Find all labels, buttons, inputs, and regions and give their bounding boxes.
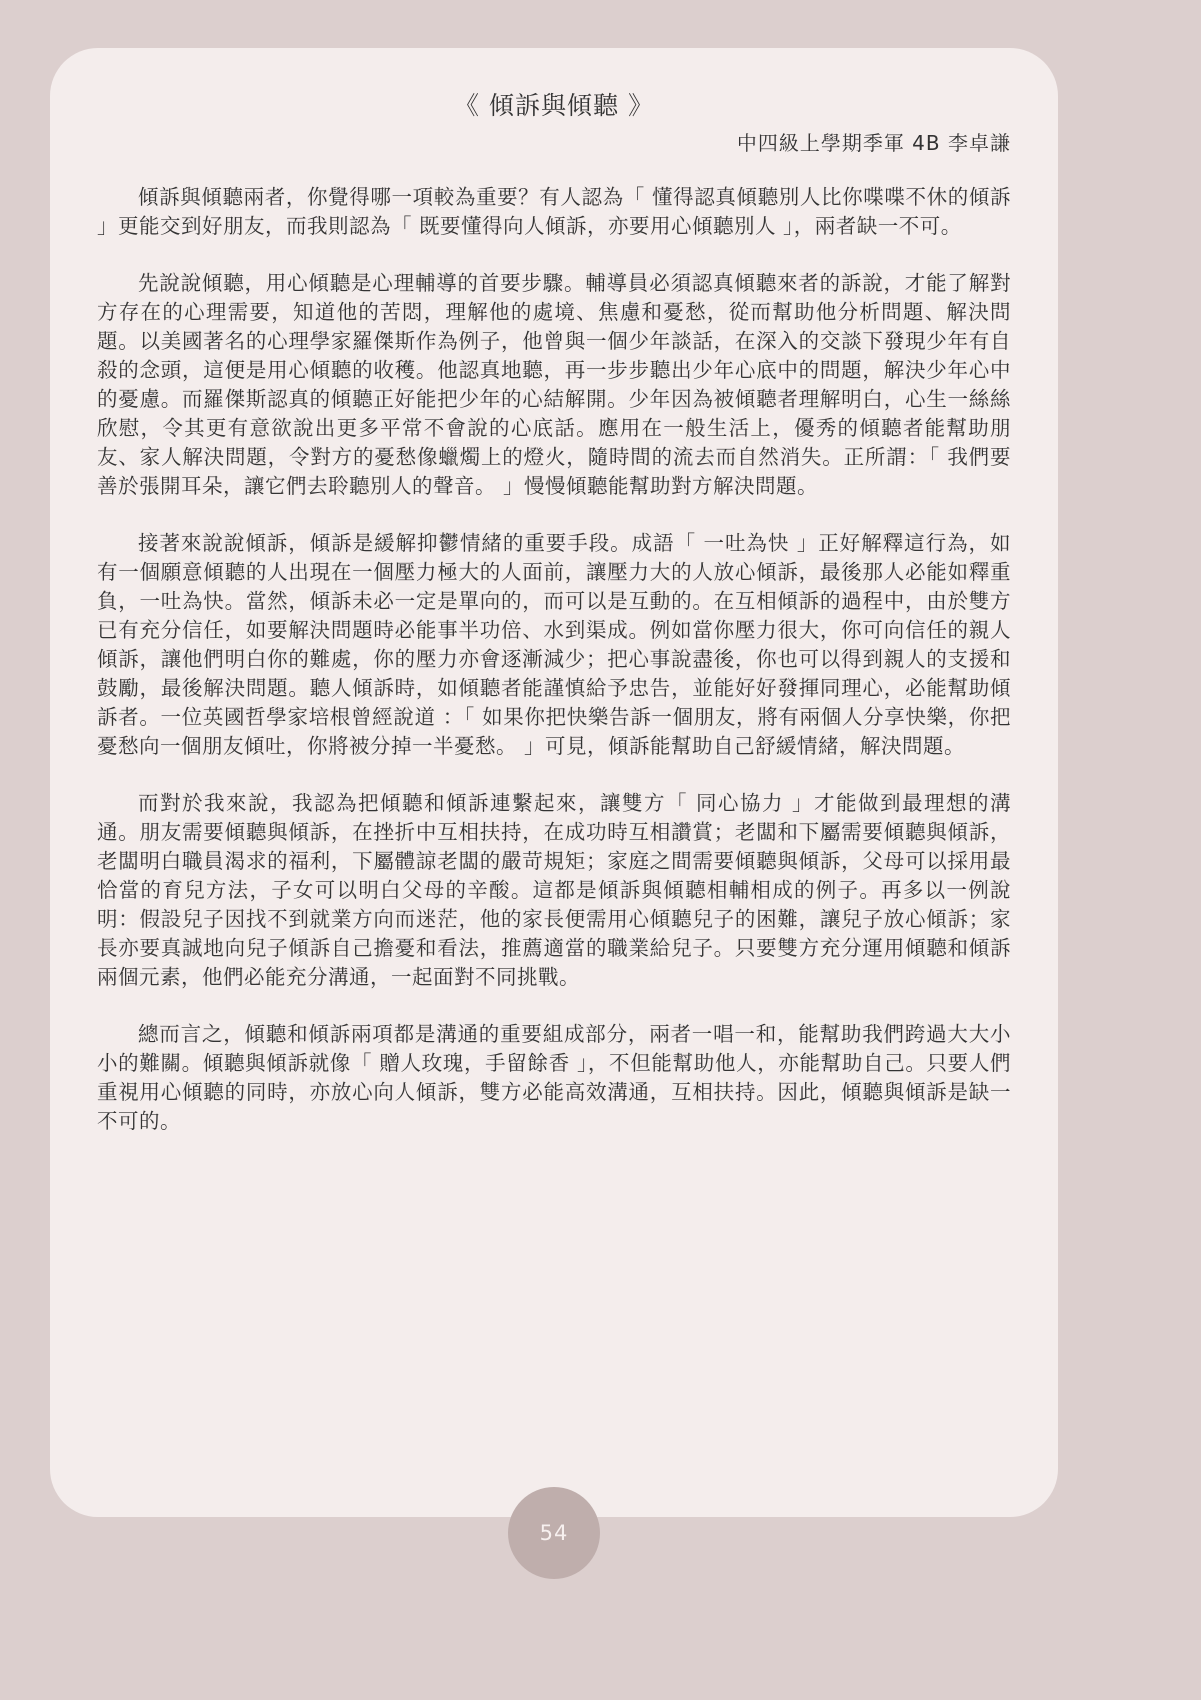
essay-body [97,183,1011,1164]
page-number: 54 [508,1487,600,1579]
paragraph-confiding: 接著來說說傾訴，傾訴是緩解抑鬱情緒的重要手段。成語「 一吐為快 」正好解釋這行為，如有一個願意傾聽的人出現在一個壓力極大的人面前，讓壓力大的人放心傾訴，最後那人必能如釋重負，一吐為快。當然，傾訴未必一定是單向的，而可以是互動的。在互相傾訴的過程中，由於雙方已有充分信任，如要解決問題時必能事半功倍、水到渠成。例如當你壓力很大，你可向信任的親人傾訴，讓他們明白你的難處，你的壓力亦會逐漸減少；把心事說盡後，你也可以得到親人的支援和鼓勵，最後解決問題。聽人傾訴時，如傾聽者能謹慎給予忠告，並能好好發揮同理心，必能幫助傾訴者。一位英國哲學家培根曾經說道 ：「 如果你把快樂告訴一個朋友，將有兩個人分享快樂，你把憂愁向一個朋友傾吐，你將被分掉一半憂愁。 」可見，傾訴能幫助自己舒緩情緒，解決問題。 [97,531,1011,758]
paragraph-opinion: 而對於我來說，我認為把傾聽和傾訴連繫起來，讓雙方「 同心協力 」才能做到最理想的溝通。朋友需要傾聽與傾訴，在挫折中互相扶持，在成功時互相讚賞；老闆和下屬需要傾聽與傾訴，老闆明白職員渴求的福利，下屬體諒老闆的嚴苛規矩；家庭之間需要傾聽與傾訴，父母可以採用最恰當的育兒方法，子女可以明白父母的辛酸。這都是傾訴與傾聽相輔相成的例子。再多以一例說明：假設兒子因找不到就業方向而迷茫，他的家長便需用心傾聽兒子的困難，讓兒子放心傾訴；家長亦要真誠地向兒子傾訴自己擔憂和看法，推薦適當的職業給兒子。只要雙方充分運用傾聽和傾訴兩個元素，他們必能充分溝通，一起面對不同挑戰。 [97,791,1011,989]
author-byline: 中四級上學期季軍 4B 李卓謙 [736,131,1011,155]
essay-title: 《 傾訴與傾聽 》 [454,91,654,120]
paragraph-intro: 傾訴與傾聽兩者，你覺得哪一項較為重要？有人認為「 懂得認真傾聽別人比你喋喋不休的傾訴 」更能交到好朋友，而我則認為「 既要懂得向人傾訴，亦要用心傾聽別人 」，兩者缺一不可。 [97,185,1011,238]
paragraph-listening: 先說說傾聽，用心傾聽是心理輔導的首要步驟。輔導員必須認真傾聽來者的訴說，才能了解對方存在的心理需要，知道他的苦悶，理解他的處境、焦慮和憂愁，從而幫助他分析問題、解決問題。以美國著名的心理學家羅傑斯作為例子，他曾與一個少年談話，在深入的交談下發現少年有自殺的念頭，這便是用心傾聽的收穫。他認真地聽，再一步步聽出少年心底中的問題，解決少年心中的憂慮。而羅傑斯認真的傾聽正好能把少年的心結解開。少年因為被傾聽者理解明白，心生一絲絲欣慰，令其更有意欲說出更多平常不會說的心底話。應用在一般生活上，優秀的傾聽者能幫助朋友、家人解決問題，令對方的憂愁像蠟燭上的燈火，隨時間的流去而自然消失。正所謂：「 我們要善於張開耳朵，讓它們去聆聽別人的聲音。 」慢慢傾聽能幫助對方解決問題。 [97,271,1011,498]
paragraph-conclusion: 總而言之，傾聽和傾訴兩項都是溝通的重要組成部分，兩者一唱一和，能幫助我們跨過大大小小的難關。傾聽與傾訴就像「 贈人玫瑰，手留餘香 」，不但能幫助他人，亦能幫助自己。只要人們重視用心傾聽的同時，亦放心向人傾訴，雙方必能高效溝通，互相扶持。因此，傾聽與傾訴是缺一不可的。 [97,1022,1011,1133]
